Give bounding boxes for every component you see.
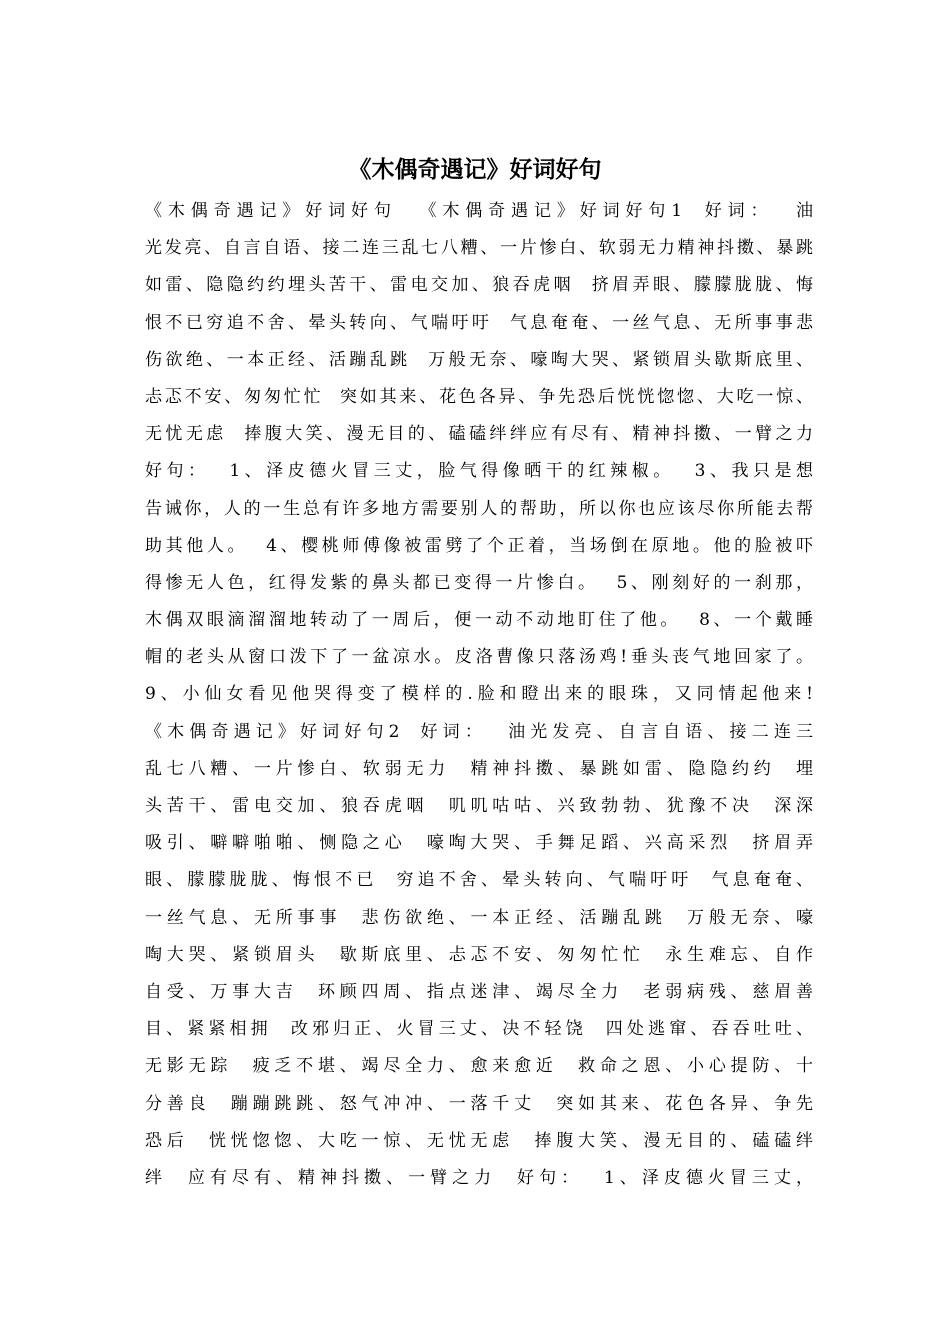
- body-line: 如雷、隐隐约约埋头苦干、雷电交加、狼吞虎咽 挤眉弄眼、朦朦胧胧、悔: [145, 275, 813, 296]
- body-line: 9、小仙女看见他哭得变了模样的.脸和瞪出来的眼珠，又同情起他来!: [145, 684, 813, 705]
- body-line: 帽的老头从窗口泼下了一盆凉水。皮洛曹像只落汤鸡!垂头丧气地回家了。: [145, 647, 813, 668]
- body-line: 无影无踪 疲乏不堪、竭尽全力、愈来愈近 救命之恩、小心提防、十: [145, 1056, 813, 1077]
- body-line: 好句： 1、泽皮德火冒三丈，脸气得像晒干的红辣椒。 3、我只是想: [145, 461, 813, 482]
- body-line: 恨不已穷追不舍、晕头转向、气喘吁吁 气息奄奄、一丝气息、无所事事悲: [145, 312, 813, 333]
- body-line: 伤欲绝、一本正经、活蹦乱跳 万般无奈、嚎啕大哭、紧锁眉头歇斯底里、: [145, 349, 813, 370]
- body-line: 木偶双眼滴溜溜地转动了一周后，便一动不动地盯住了他。 8、一个戴睡: [145, 610, 813, 631]
- body-line: 头苦干、雷电交加、狼吞虎咽 叽叽咕咕、兴致勃勃、犹豫不决 深深: [145, 796, 813, 816]
- body-line: 目、紧紧相拥 改邪归正、火冒三丈、决不轻饶 四处逃窜、吞吞吐吐、: [145, 1019, 813, 1040]
- body-line: 忐忑不安、匆匆忙忙 突如其来、花色各异、争先恐后恍恍惚惚、大吃一惊、: [145, 386, 813, 407]
- body-line: 自受、万事大吉 环顾四周、指点迷津、竭尽全力 老弱病残、慈眉善: [145, 981, 813, 1002]
- body-line: 光发亮、自言自语、接二连三乱七八糟、一片惨白、软弱无力精神抖擞、暴跳: [145, 238, 813, 259]
- body-line: 告诫你，人的一生总有许多地方需要别人的帮助，所以你也应该尽你所能去帮: [145, 498, 813, 519]
- body-line: 乱七八糟、一片惨白、软弱无力 精神抖擞、暴跳如雷、隐隐约约 埋: [145, 758, 813, 779]
- body-line: 恐后 恍恍惚惚、大吃一惊、无忧无虑 捧腹大笑、漫无目的、磕磕绊: [145, 1130, 813, 1151]
- body-line: 分善良 蹦蹦跳跳、怒气冲冲、一落千丈 突如其来、花色各异、争先: [145, 1093, 813, 1114]
- body-line: 得惨无人色，红得发紫的鼻头都已变得一片惨白。 5、刚刻好的一刹那，: [145, 572, 813, 593]
- body-line: 无忧无虑 捧腹大笑、漫无目的、磕磕绊绊应有尽有、精神抖擞、一臂之力: [145, 424, 813, 445]
- document-body: [145, 193, 813, 1197]
- body-line: 眼、朦朦胧胧、悔恨不已 穷追不舍、晕头转向、气喘吁吁 气息奄奄、: [145, 870, 813, 891]
- body-line: 一丝气息、无所事事 悲伤欲绝、一本正经、活蹦乱跳 万般无奈、嚎: [145, 907, 813, 928]
- body-line: 啕大哭、紧锁眉头 歇斯底里、忐忑不安、匆匆忙忙 永生难忘、自作: [145, 944, 813, 965]
- body-line: 助其他人。 4、樱桃师傅像被雷劈了个正着，当场倒在原地。他的脸被吓: [145, 535, 813, 556]
- body-line: 绊 应有尽有、精神抖擞、一臂之力 好句： 1、泽皮德火冒三丈，: [145, 1167, 813, 1188]
- document-title: 《木偶奇遇记》好词好句: [348, 156, 602, 183]
- body-line: 《木偶奇遇记》好词好句 《木偶奇遇记》好词好句1 好词： 油: [145, 201, 813, 221]
- body-line: 吸引、噼噼啪啪、恻隐之心 嚎啕大哭、手舞足蹈、兴高采烈 挤眉弄: [145, 833, 813, 854]
- body-line: 《木偶奇遇记》好词好句2 好词： 油光发亮、自言自语、接二连三: [145, 721, 813, 742]
